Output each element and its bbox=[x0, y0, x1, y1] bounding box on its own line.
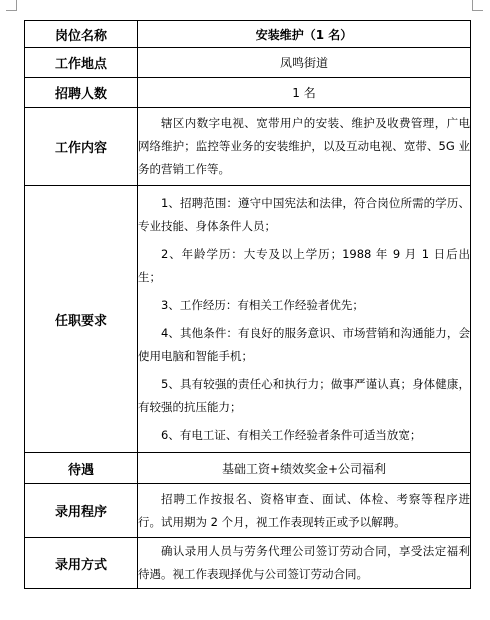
page-corner-mark-left bbox=[6, 0, 17, 11]
label-method: 录用方式 bbox=[25, 538, 138, 589]
requirement-item: 5、具有较强的责任心和执行力；做事严谨认真；身体健康，有较强的抗压能力； bbox=[138, 376, 470, 414]
requirement-item: 3、工作经历：有相关工作经验者优先； bbox=[161, 297, 364, 312]
label-position: 岗位名称 bbox=[25, 21, 138, 48]
requirement-item: 2、年龄学历：大专及以上学历；1988 年 9 月 1 日后出生； bbox=[138, 246, 470, 284]
row-headcount bbox=[25, 78, 471, 108]
page-corner-mark-right bbox=[472, 0, 483, 11]
row-position bbox=[25, 21, 471, 48]
row-requirements bbox=[25, 186, 471, 453]
procedure-paragraph: 招聘工作按报名、资格审查、面试、体检、考察等程序进行。试用期为 2 个月，视工作表现转正或予以解聘。 bbox=[138, 491, 470, 529]
row-procedure bbox=[25, 484, 471, 538]
label-headcount: 招聘人数 bbox=[25, 78, 138, 108]
row-benefits bbox=[25, 453, 471, 484]
label-procedure: 录用程序 bbox=[25, 484, 138, 538]
duties-paragraph: 辖区内数字电视、宽带用户的安装、维护及收费管理，广电网络维护；监控等业务的安装维护，以及互动电视、宽带、5G 业务的营销工作等。 bbox=[138, 116, 470, 176]
row-method bbox=[25, 538, 471, 589]
value-location: 凤鸣街道 bbox=[138, 48, 471, 78]
requirement-item: 6、有电工证、有相关工作经验者条件可适当放宽； bbox=[161, 427, 422, 442]
row-duties bbox=[25, 108, 471, 186]
row-location bbox=[25, 48, 471, 78]
value-benefits: 基础工资+绩效奖金+公司福利 bbox=[138, 453, 471, 484]
label-requirements: 任职要求 bbox=[25, 186, 138, 453]
method-paragraph: 确认录用人员与劳务代理公司签订劳动合同，享受法定福利待遇。视工作表现择优与公司签订劳动合同。 bbox=[138, 544, 470, 581]
requirement-item: 1、招聘范围：遵守中国宪法和法律，符合岗位所需的学历、专业技能、身体条件人员； bbox=[138, 195, 470, 233]
value-procedure bbox=[138, 484, 471, 538]
label-duties: 工作内容 bbox=[25, 108, 138, 186]
value-headcount: 1 名 bbox=[138, 78, 471, 108]
value-method bbox=[138, 538, 471, 589]
value-position: 安装维护（1 名） bbox=[138, 21, 471, 48]
job-posting-table bbox=[24, 20, 471, 589]
requirement-item: 4、其他条件：有良好的服务意识、市场营销和沟通能力，会使用电脑和智能手机； bbox=[138, 325, 470, 363]
value-duties bbox=[138, 108, 471, 186]
label-benefits: 待遇 bbox=[25, 453, 138, 484]
value-requirements bbox=[138, 186, 471, 453]
label-location: 工作地点 bbox=[25, 48, 138, 78]
